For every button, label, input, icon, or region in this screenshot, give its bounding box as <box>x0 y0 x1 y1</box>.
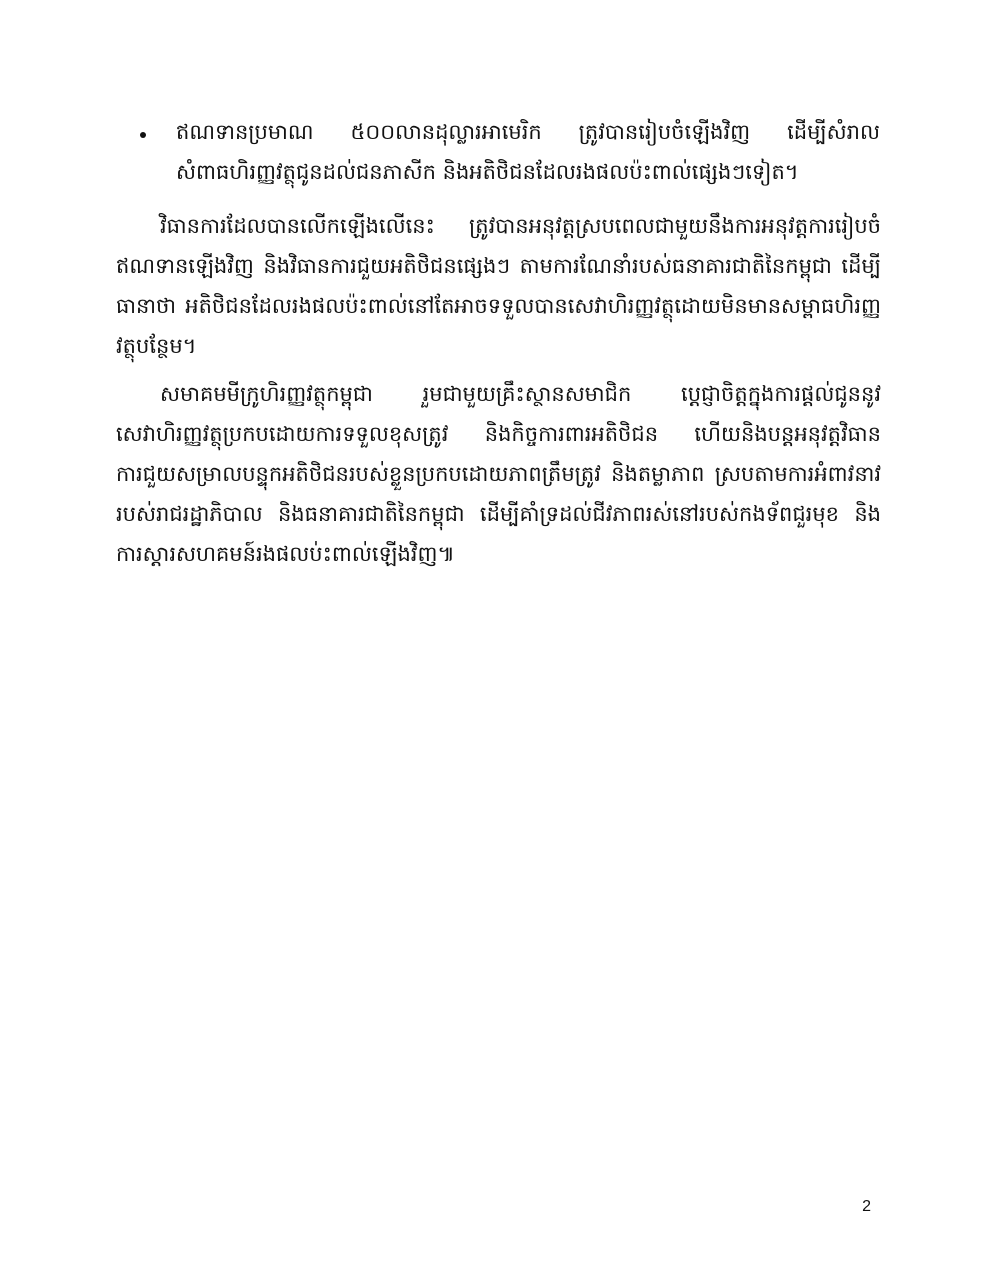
paragraph-association-commitment: សមាគមមីក្រូហិរញ្ញវត្ថុកម្ពុជា រួមជាមួយគ្រឹះស្ថានសមាជិក ប្តេជ្ញាចិត្តក្នុងការផ្តល់ជូននូវសេវាហិរញ្ញវត្ថុប្រកបដោយការទទួលខុសត្រូវ និងកិច្ចការពារអតិថិជន ហើយនិងបន្តអនុវត្តវិធានការជួយសម្រាលបន្ទុកអតិថិជនរបស់ខ្លួនប្រកបដោយភាពត្រឹមត្រូវ និងតម្លាភាព ស្របតាមការអំពាវនាវរបស់រាជរដ្ឋាភិបាល និងធនាគារជាតិនៃកម្ពុជា ដើម្បីគាំទ្រដល់ជីវភាពរស់នៅរបស់កងទ័ពជួរមុខ និងការស្តារសហគមន៍រងផលប់ះពាល់ឡើងវិញ៕ <box>116 382 881 566</box>
bullet-list-item <box>140 112 880 192</box>
paragraph-measures: វិធានការដែលបានលើកឡើងលើនេះ ត្រូវបានអនុវត្តស្របពេលជាមួយនឹងការអនុវត្តការរៀបចំឥណទានឡើងវិញ និងវិធានការជួយអតិថិជនផ្សេងៗ តាមការណែនាំរបស់ធនាគារជាតិនៃកម្ពុជា ដើម្បីធានាថា អតិថិជនដែលរងផលប៉ះពាល់នៅតែអាចទទួលបានសេវាហិរញ្ញវត្ថុដោយមិនមានសម្ពាធហិរញ្ញវត្ថុបន្ថែម។ <box>116 214 881 358</box>
bullet-icon <box>140 132 146 138</box>
bullet-item-text: ឥណទានប្រមាណ ៥០០លានដុល្លារអាមេរិក ត្រូវបានរៀបចំឡើងវិញ ដើម្បីសំរាលសំពាធហិរញ្ញវត្ថុជូនដល់ជនភាសីក និងអតិថិជនដែលរងផលប៉ះពាល់ផ្សេងៗទៀត។ <box>176 120 880 184</box>
page-number: 2 <box>862 1198 871 1215</box>
